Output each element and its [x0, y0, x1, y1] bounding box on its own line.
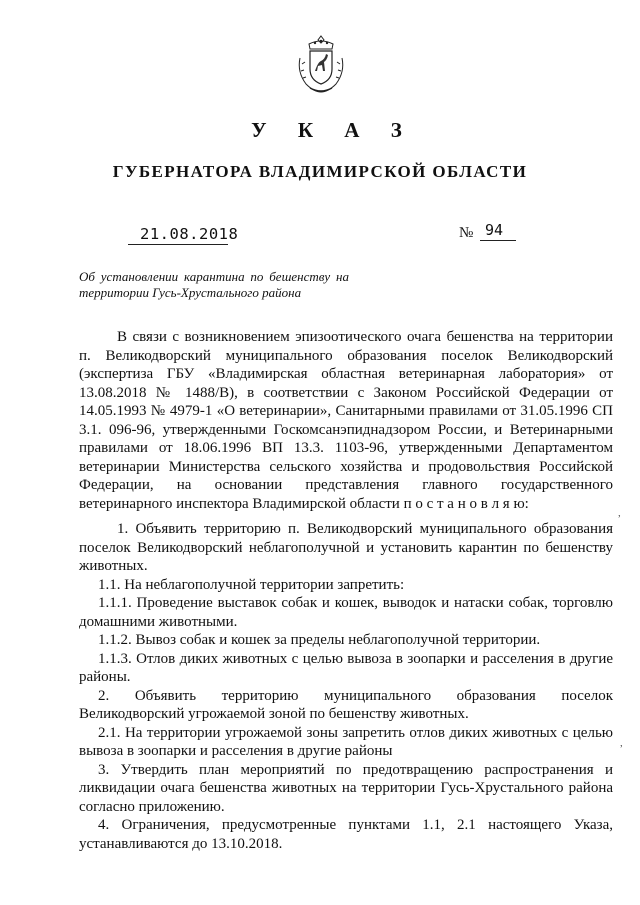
decree-subject: Об установлении карантина по бешенству на территории Гусь-Хрустального района — [79, 269, 349, 300]
decree-date: 21.08.2018 — [140, 225, 239, 243]
decree-item: 1.1.2. Вывоз собак и кошек за пределы неблагополучной территории. — [98, 632, 541, 648]
decree-item: 2. Объявить территорию муниципального образования поселок Великодворский угрожаемой зоной по бешенству животных. — [79, 687, 613, 722]
decree-item: 1.1.1. Проведение выставок собак и кошек, выводок и натаски собак, торговлю домашними животными. — [79, 595, 613, 630]
number-label: № — [459, 225, 474, 241]
decree-items — [79, 520, 613, 853]
decree-item: 1.1.3. Отлов диких животных с целью вывоза в зоопарки и расселения в другие районы. — [79, 650, 613, 685]
date-underline — [128, 244, 228, 245]
preamble-paragraph: В связи с возникновением эпизоотического очага бешенства на территории п. Великодворский муниципального образования поселок Великодворский (экспертиза ГБУ «Владимирская областная ветеринарная лаборатория» от 13.08.2018 № 1488/В), в соответствии с Законом Российской Федерации от 14.05.1993 № 4979-1 «О ветеринарии», Санитарными правилами от 31.05.1996 СП 3.1. 096-96, утвержденными Госкомсанэпиднадзором России, и Ветеринарными правилами от 18.06.1996 ВП 13.3. 1103-96, утвержденными Департаментом ветеринарии Министерства сельского хозяйства и продовольствия Российской Федерации, на основании представления главного государственного ветеринарного инспектора Владимирской области п о с т а н о в л я ю: — [79, 329, 613, 512]
decree-item: 4. Ограничения, предусмотренные пунктами 1.1, 2.1 настоящего Указа, устанавливаются до 13.10.2018. — [79, 817, 613, 852]
decree-number: 94 — [485, 221, 504, 239]
issuing-authority: ГУБЕРНАТОРА ВЛАДИМИРСКОЙ ОБЛАСТИ — [112, 162, 528, 181]
coat-of-arms-emblem — [296, 34, 346, 96]
scan-mark: , — [618, 507, 621, 519]
scan-mark: , — [620, 737, 623, 749]
document-title: У К А З — [251, 118, 415, 142]
number-underline — [480, 240, 516, 241]
decree-item: 2.1. На территории угрожаемой зоны запретить отлов диких животных с целью вывоза в зоопарки и расселения в другие районы — [79, 724, 613, 759]
decree-item: 1.1. На неблагополучной территории запретить: — [98, 576, 405, 593]
decree-item: 3. Утвердить план мероприятий по предотвращению распространения и ликвидации очага бешенства животных на территории Гусь-Хрустального района согласно приложению. — [79, 761, 613, 815]
decree-body — [79, 328, 613, 853]
decree-item: 1. Объявить территорию п. Великодворский муниципального образования поселок Великодворский неблагополучной и установить карантин по бешенству животных. — [79, 521, 613, 574]
